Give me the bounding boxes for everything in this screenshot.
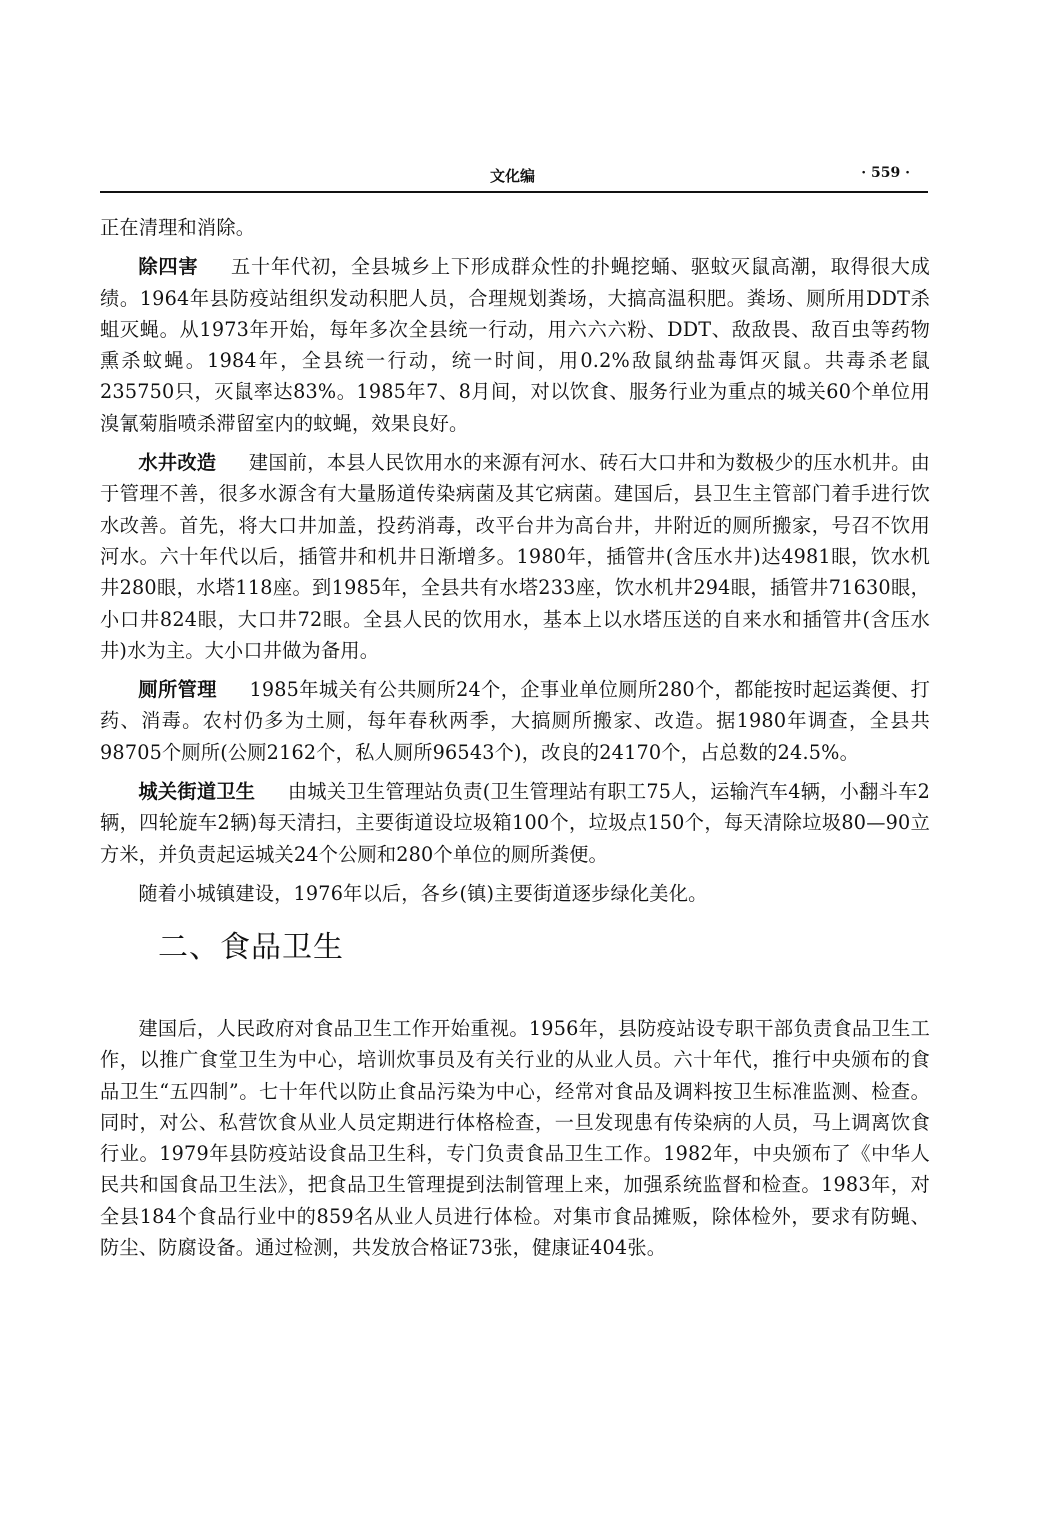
paragraph-pest-control bbox=[100, 251, 930, 439]
paragraph-well-renovation bbox=[100, 447, 930, 666]
paragraph-continuation bbox=[100, 212, 930, 243]
section-heading: 二、食品卫生 bbox=[158, 930, 344, 965]
paragraph-term: 除四害 bbox=[138, 255, 199, 279]
paragraph-text: 五十年代初，全县城乡上下形成群众性的扑蝇挖蛹、驱蚊灭鼠高潮，取得很大成绩。1964年县防疫站组织发动积肥人员，合理规划粪场，大搞高温积肥。粪场、厕所用DDT杀蛆灭蝇。从1973年开始，每年多次全县统一行动，用六六六粉、DDT、敌敌畏、敌百虫等药物熏杀蚊蝇。1984年，全县统一行动，统一时间，用0.2%敌鼠纳盐毒饵灭鼠。共毒杀老鼠235750只，灭鼠率达83%。1985年7、8月间，对以饮食、服务行业为重点的城关60个单位用溴氰菊脂喷杀滞留室内的蚊蝇，效果良好。 bbox=[100, 255, 930, 435]
paragraph-food-hygiene bbox=[100, 1013, 930, 1263]
header-rule bbox=[100, 191, 928, 193]
paragraph-text: 建国前，本县人民饮用水的来源有河水、砖石大口井和为数极少的压水机井。由于管理不善，很多水源含有大量肠道传染病菌及其它病菌。建国后，县卫生主管部门着手进行饮水改善。首先，将大口井加盖，投药消毒，改平台井为高台井，井附近的厕所搬家，号召不饮用河水。六十年代以后，插管井和机井日渐增多。1980年，插管井(含压水井)达4981眼，饮水机井280眼，水塔118座。到1985年，全县共有水塔233座，饮水机井294眼，插管井71630眼，小口井824眼，大口井72眼。全县人民的饮用水，基本上以水塔压送的自来水和插管井(含压水井)水为主。大小口井做为备用。 bbox=[100, 451, 930, 662]
running-title: 文化编 bbox=[490, 167, 536, 185]
body-text bbox=[100, 212, 930, 909]
paragraph-street-sanitation bbox=[100, 776, 930, 870]
paragraph-term: 城关街道卫生 bbox=[138, 780, 256, 804]
page-number: · 559 · bbox=[861, 165, 910, 181]
paragraph-text: 建国后，人民政府对食品卫生工作开始重视。1956年，县防疫站设专职干部负责食品卫生工作，以推广食堂卫生为中心，培训炊事员及有关行业的从业人员。六十年代，推行中央颁布的食品卫生“五四制”。七十年代以防止食品污染为中心，经常对食品及调料按卫生标准监测、检查。同时，对公、私营饮食从业人员定期进行体格检查，一旦发现患有传染病的人员，马上调离饮食行业。1979年县防疫站设食品卫生科，专门负责食品卫生工作。1982年，中央颁布了《中华人民共和国食品卫生法》，把食品卫生管理提到法制管理上来，加强系统监督和检查。1983年，对全县184个食品行业中的859名从业人员进行体检。对集市食品摊贩，除体检外，要求有防蝇、防尘、防腐设备。通过检测，共发放合格证73张，健康证404张。 bbox=[100, 1017, 930, 1260]
paragraph-term: 厕所管理 bbox=[138, 678, 217, 702]
paragraph-text: 由城关卫生管理站负责(卫生管理站有职工75人，运输汽车4辆，小翻斗车2辆，四轮旋车2辆)每天清扫，主要街道设垃圾箱100个，垃圾点150个，每天清除垃圾80—90立方米，并负责起运城关24个公厕和280个单位的厕所粪便。 bbox=[100, 780, 930, 866]
paragraph-greening bbox=[100, 878, 930, 909]
section-body bbox=[100, 1013, 930, 1263]
page-header bbox=[100, 163, 928, 189]
paragraph-toilet-management bbox=[100, 674, 930, 768]
paragraph-text: 随着小城镇建设，1976年以后，各乡(镇)主要街道逐步绿化美化。 bbox=[138, 881, 708, 905]
paragraph-text: 正在清理和消除。 bbox=[100, 216, 256, 239]
paragraph-term: 水井改造 bbox=[138, 451, 217, 475]
paragraph-text: 1985年城关有公共厕所24个，企事业单位厕所280个，都能按时起运粪便、打药、消毒。农村仍多为土厕，每年春秋两季，大搞厕所搬家、改造。据1980年调查，全县共98705个厕所(公厕2162个，私人厕所96543个)，改良的24170个，占总数的24.5%。 bbox=[100, 678, 930, 764]
